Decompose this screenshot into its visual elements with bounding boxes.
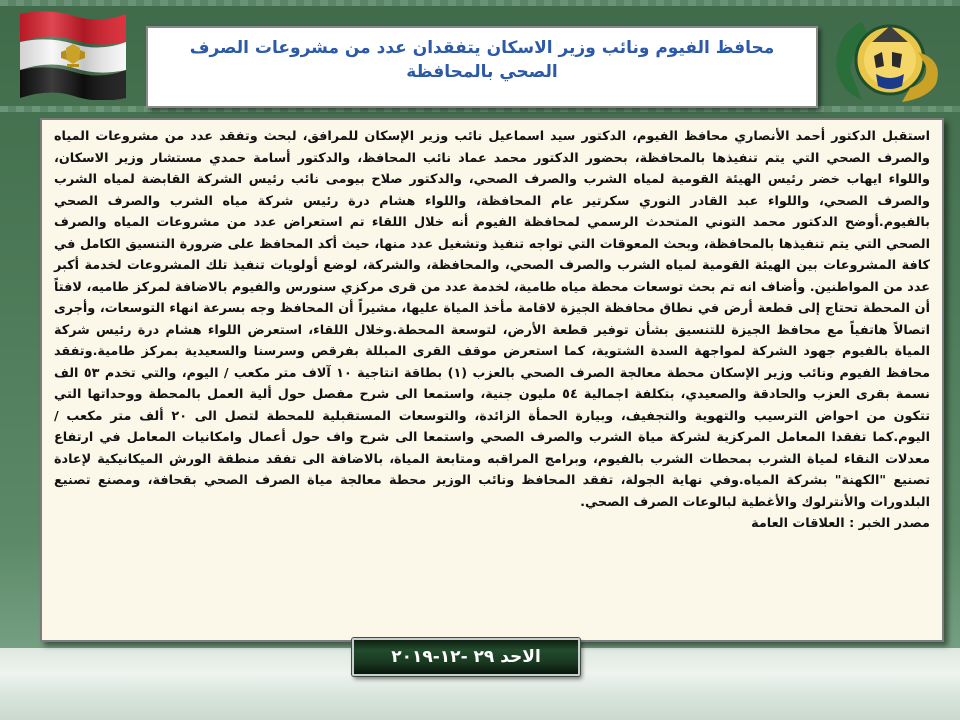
fayoum-governorate-logo-icon xyxy=(832,12,950,110)
article-panel xyxy=(40,118,944,642)
date-badge xyxy=(352,638,580,676)
title-panel xyxy=(146,26,818,108)
article-date: الاحد ٢٩ -١٢-٢٠١٩ xyxy=(391,647,541,667)
page-title: محافظ الفيوم ونائب وزير الاسكان يتفقدان عدد من مشروعات الصرف الصحي بالمحافظة xyxy=(189,38,775,82)
article-source: مصدر الخبر : العلاقات العامة xyxy=(751,516,930,531)
egypt-flag-icon xyxy=(18,8,128,100)
background-stripe xyxy=(0,0,960,6)
article-body: استقبل الدكتور أحمد الأنصاري محافظ الفيوم، الدكتور سيد اسماعيل نائب وزير الإسكان للمرافق، لبحث وتفقد عدد من مشروعات المياه والصرف الصحي التي يتم تنفيذها بالمحافظة، بحضور الدكتور محمد عماد نائب المحافظ، والدكتور أسامة حمدي مستشار وزير الاسكان، واللواء ايهاب خضر رئيس الهيئة القومية لمياه الشرب والصرف الصحي، والدكتور صلاح بيومى نائب رئيس الشركة القابضة لمياه الشرب والصرف الصحي، واللواء عبد القادر النوري سكرتير عام المحافظة، واللواء هشام درة رئيس شركة مياه الشرب والصرف الصحي بالفيوم.أوضح الدكتور محمد التوني المتحدث الرسمي لمحافظة الفيوم أنه خلال اللقاء تم استعراض عدد من مشروعات المياه والصرف الصحي التي يتم تنفيذها بالمحافظة، وبحث المعوقات التي تواجه تنفيذ وتشغيل عدد منها، حيث أكد المحافظ على ضرورة التنسيق الكامل في كافة المشروعات بين الهيئة القومية لمياه الشرب والصرف الصحي، والمحافظة، والشركة، لوضع أولويات تنفيذ تلك المشروعات لخدمة أكبر عدد من المواطنين. وأضاف انه تم بحث توسعات محطة مياه طامية، لخدمة عدد من قرى مركزي سنورس والفيوم بالاضافة لمركز طاميه، لافتاً أن المحطة تحتاج إلى قطعة أرض في نطاق محافظة الجيزة لاقامة مأخذ المياة عليها، مشيراً أن المحافظ وجه بسرعة انهاء التوسعات، وأجرى اتصالاً هاتفياً مع محافظ الجيزة للتنسيق بشأن توفير قطعة الأرض، لتوسعة المحطة.وخلال اللقاء، استعرض اللواء هشام درة رئيس شركة المياة بالفيوم جهود الشركة لمواجهة السدة الشتوية، كما استعرض موقف القرى المبللة بفرقص وسرسنا والسعيدية بمركز طامية.وتفقد محافظ الفيوم ونائب وزير الإسكان محطة معالجة الصرف الصحي بالعزب (١) بطاقة انتاجية ١٠ آلاف متر مكعب / اليوم، والتي تخدم ٥٣ الف نسمة بقرى العزب والحادقة والصعيدي، بتكلفة اجمالية ٥٤ مليون جنية، واستمعا الى شرح مفصل حول ألية العمل بالمحطة ووحداتها التي تتكون من احواض الترسيب والتهوية والتجفيف، وبيارة الحمأة الزائدة، والتوسعات المستقبلية للمحطة لتصل الى ٢٠ ألف متر مكعب / اليوم.كما تفقدا المعامل المركزية لشركة مياة الشرب والصرف الصحي واستمعا الى شرح واف حول أعمال وامكانيات المعامل في ارتفاع معدلات النقاء لمياة الشرب بمحطات الشرب بالفيوم، وبرامج المراقبه ومتابعة المياة، بالاضافة الى تفقد منطقة الورش الميكانيكية لإعادة تصنيع "الكهنة" بشركة المياه.وفي نهاية الجولة، تفقد المحافظ ونائب الوزير محطة معالجة مياة الصرف الصحي بقحافة، ومصنع تصنيع البلدورات والأنترلوك والأغطية لبالوعات الصرف الصحي. xyxy=(54,129,930,510)
